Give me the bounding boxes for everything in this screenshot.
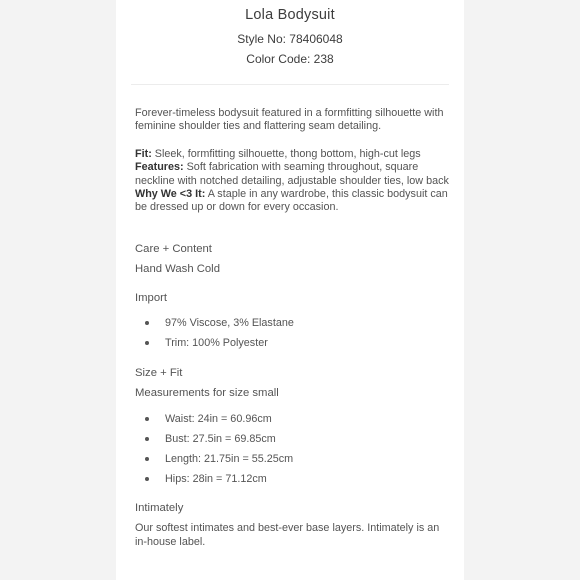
color-code: Color Code: 238: [246, 52, 334, 66]
list-item: Waist: 24in = 60.96cm: [135, 409, 451, 429]
features-label: Features:: [135, 161, 184, 174]
brand-heading: Intimately: [135, 501, 184, 514]
list-item: Hips: 28in = 71.12cm: [135, 469, 451, 489]
bullet-icon: [145, 477, 149, 481]
header-divider: [131, 84, 449, 85]
description-intro: Forever-timeless bodysuit featured in a formfitting silhouette with feminine shoulder ties and flattering seam detailing.: [135, 107, 444, 133]
why-line: [135, 188, 451, 215]
size-fit-intro: Measurements for size small: [135, 387, 279, 400]
brand-text: Our softest intimates and best-ever base layers. Intimately is an in-house label.: [135, 522, 440, 548]
list-item: Bust: 27.5in = 69.85cm: [135, 429, 451, 449]
features-line: [135, 161, 451, 188]
style-number: Style No: 78406048: [237, 32, 343, 46]
features-text: Soft fabrication with seaming throughout, square neckline with notched detailing, adjustable shoulder ties, low back: [135, 161, 449, 187]
product-title: Lola Bodysuit: [245, 7, 335, 23]
care-wash: Hand Wash Cold: [135, 263, 220, 276]
bullet-icon: [145, 437, 149, 441]
list-item: 97% Viscose, 3% Elastane: [135, 313, 451, 333]
bullet-icon: [145, 457, 149, 461]
fit-text: Sleek, formfitting silhouette, thong bottom, high-cut legs: [151, 147, 421, 160]
size-fit-heading: Size + Fit: [135, 367, 183, 380]
why-text: A staple in any wardrobe, this classic bodysuit can be dressed up or down for every occasion.: [135, 188, 448, 214]
materials-list: [135, 313, 451, 353]
list-item: Trim: 100% Polyester: [135, 333, 451, 353]
bullet-icon: [145, 321, 149, 325]
fit-line: [135, 148, 451, 161]
product-description: [135, 107, 451, 549]
list-item: Length: 21.75in = 55.25cm: [135, 449, 451, 469]
bullet-icon: [145, 417, 149, 421]
care-heading: Care + Content: [135, 242, 212, 255]
bullet-icon: [145, 341, 149, 345]
measurements-list: [135, 409, 451, 489]
why-label: Why We <3 It:: [135, 188, 206, 201]
care-import: Import: [135, 291, 168, 304]
fit-label: Fit:: [135, 147, 152, 160]
